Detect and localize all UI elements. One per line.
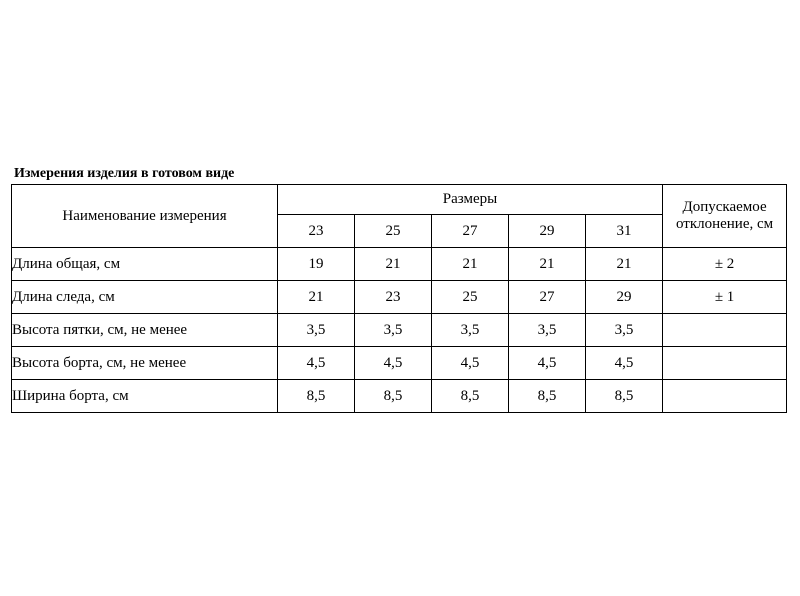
tolerance-cell: [663, 380, 787, 413]
row-label: Высота пятки, см, не менее: [12, 314, 278, 347]
tolerance-header: Допускаемое отклонение, см: [663, 185, 787, 248]
table-cell: 8,5: [509, 380, 586, 413]
table-cell: 21: [586, 248, 663, 281]
size-column-header: 23: [278, 215, 355, 248]
table-cell: 3,5: [432, 314, 509, 347]
size-column-header: 31: [586, 215, 663, 248]
table-row: [12, 380, 787, 413]
table-cell: 4,5: [278, 347, 355, 380]
row-label: Длина следа, см: [12, 281, 278, 314]
table-cell: 25: [432, 281, 509, 314]
table-cell: 21: [278, 281, 355, 314]
table-cell: 8,5: [432, 380, 509, 413]
table-row: [12, 281, 787, 314]
tolerance-cell: [663, 347, 787, 380]
table-cell: 21: [355, 248, 432, 281]
table-row: [12, 248, 787, 281]
sizes-header: Размеры: [278, 185, 663, 215]
row-label: Длина общая, см: [12, 248, 278, 281]
size-column-header: 27: [432, 215, 509, 248]
measurement-name-header: Наименование измерения: [12, 185, 278, 248]
tolerance-cell: ± 2: [663, 248, 787, 281]
table-cell: 3,5: [509, 314, 586, 347]
row-label: Ширина борта, см: [12, 380, 278, 413]
size-column-header: 29: [509, 215, 586, 248]
table-row: [12, 347, 787, 380]
row-label: Высота борта, см, не менее: [12, 347, 278, 380]
table-cell: 4,5: [355, 347, 432, 380]
table-cell: 8,5: [355, 380, 432, 413]
size-column-header: 25: [355, 215, 432, 248]
table-cell: 8,5: [278, 380, 355, 413]
table-row: [12, 314, 787, 347]
table-cell: 29: [586, 281, 663, 314]
table-cell: 21: [509, 248, 586, 281]
table-cell: 23: [355, 281, 432, 314]
header-row: [12, 185, 787, 215]
tolerance-cell: [663, 314, 787, 347]
table-cell: 3,5: [278, 314, 355, 347]
table-cell: 3,5: [355, 314, 432, 347]
table-cell: 8,5: [586, 380, 663, 413]
table-cell: 4,5: [509, 347, 586, 380]
tolerance-cell: ± 1: [663, 281, 787, 314]
measurements-table: [11, 184, 787, 413]
table-cell: 19: [278, 248, 355, 281]
table-cell: 4,5: [586, 347, 663, 380]
table-cell: 21: [432, 248, 509, 281]
table-cell: 4,5: [432, 347, 509, 380]
table-cell: 27: [509, 281, 586, 314]
document-title: Измерения изделия в готовом виде: [14, 166, 235, 181]
table-cell: 3,5: [586, 314, 663, 347]
